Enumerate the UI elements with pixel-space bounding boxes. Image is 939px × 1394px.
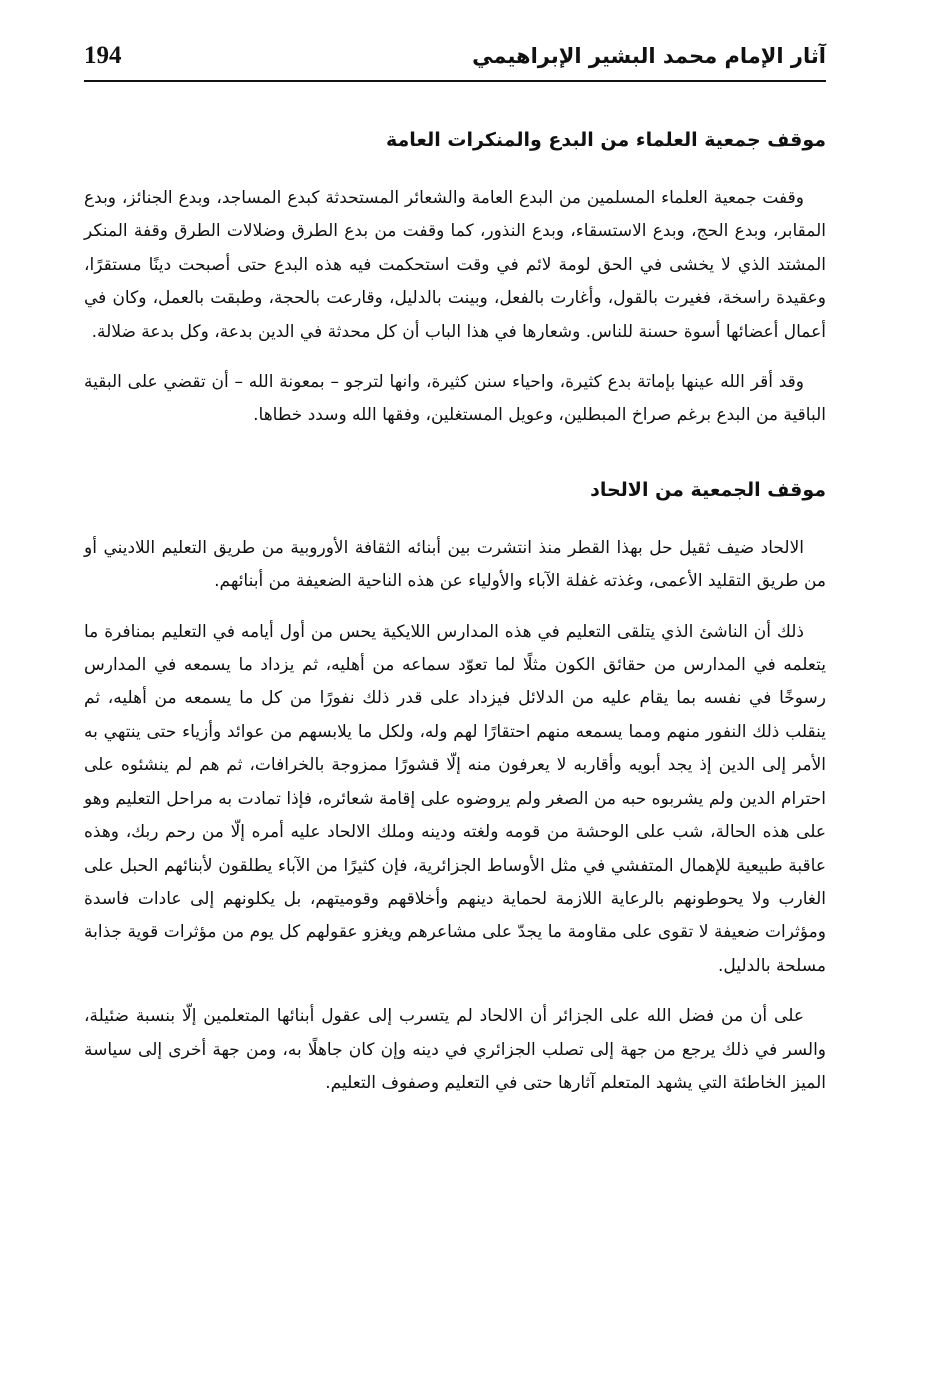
section-heading-atheism: موقف الجمعية من الالحاد — [590, 478, 826, 501]
paragraph: وقد أقر الله عينها بإماتة بدع كثيرة، واحياء سنن كثيرة، وانها لترجو – بمعونة الله – أن تقضي على البقية الباقية من البدع برغم صراخ المبطلين، وعويل المستغلين، وفقها الله وسدد خطاها. — [84, 372, 826, 426]
page-body — [84, 122, 826, 1117]
paragraph: الالحاد ضيف ثقيل حل بهذا القطر منذ انتشرت بين أبنائه الثقافة الأوروبية من طريق التعليم اللاديني أو من طريق التقليد الأعمى، وغذته غفلة الآباء والأولياء عن هذه الناحية الضعيفة من أبنائهم. — [84, 537, 826, 592]
page-number: 194 — [84, 42, 122, 69]
section-gap — [84, 450, 826, 472]
page-header — [84, 38, 826, 82]
paragraph: ذلك أن الناشئ الذي يتلقى التعليم في هذه المدارس اللايكية يحس من أول أيامه في التعليم بمنافرة ما يتعلمه في المدارس من حقائق الكون مثلًا لما تعوّد سماعه من أهليه، ثم يزداد ما يسمعه في المدارس رسوخًا في نفسه بما يقام عليه من الدلائل فيزداد على قدر ذلك نفورًا من كل ما يسمعه من أهليه، ثم ينقلب ذلك النفور منهم ومما يسمعه منهم احتقارًا لهم وله، ولكل ما يلابسهم من عوائد وأزياء حتى ينتهي به الأمر إلى الدين إذ يجد أبويه وأقاربه لا يعرفون منه إلّا قشورًا ممزوجة بالخرافات، ثم هم لم ينشئوه على احترام الدين ولم يشربوه حبه من الصغر ولم يروضوه على إقامة شعائره، فإذا تمادت به مراحل التعليم وهو على هذه الحالة، شب على الوحشة من قومه ولغته ودينه وملك الالحاد عليه أمره إلّا من رحم ربك، وهذه عاقبة طبيعية للإهمال المتفشي في مثل الأوساط الجزائرية، فإن كثيرًا من الآباء يطلقون لأبنائهم الحبل على الغارب ولا يحوطونهم بالرعاية اللازمة لحماية دينهم وأخلاقهم وقوميتهم، بل يكلونهم إلى عادات فاسدة ومؤثرات ضعيفة لا تقوى على مقاومة ما يجدّ على مشاعرهم ويغزو عقولهم كل يوم من مؤثرات قوية جذابة مسلحة بالدليل. — [84, 621, 826, 976]
paragraph: على أن من فضل الله على الجزائر أن الالحاد لم يتسرب إلى عقول أبنائها المتعلمين إلّا بنسبة ضئيلة، والسر في ذلك يرجع من جهة إلى تصلب الجزائري في دينه وإن كان جاهلًا به، ومن جهة أخرى إلى سياسة الميز الخاطئة التي يشهد المتعلم آثارها حتى في التعليم وصفوف التعليم. — [84, 1006, 826, 1093]
header-rule — [84, 80, 826, 82]
section-heading-innovations: موقف جمعية العلماء من البدع والمنكرات العامة — [385, 129, 826, 151]
paragraph: وقفت جمعية العلماء المسلمين من البدع العامة والشعائر المستحدثة كبدع المساجد، وبدع الجنائز، وبدع المقابر، وبدع الحج، وبدع الاستسقاء، وبدع النذور، كما وقفت من بدع الطرق وضلالات الطرق وقفة المنكر المشتد الذي لا يخشى في الحق لومة لائم في وقت استحكمت فيه هذه البدع حتى أصبحت دينًا مستقرًا، وعقيدة راسخة، فغيرت بالقول، وأغارت بالفعل، وبينت بالدليل، وقارعت بالحجة، وطبقت بالعمل، وكان في أعمال أعضائها أسوة حسنة للناس. وشعارها في هذا الباب أن كل محدثة في الدين بدعة، وكل بدعة ضلالة. — [84, 188, 826, 342]
running-title: آثار الإمام محمد البشير الإبراهيمي — [472, 44, 826, 68]
